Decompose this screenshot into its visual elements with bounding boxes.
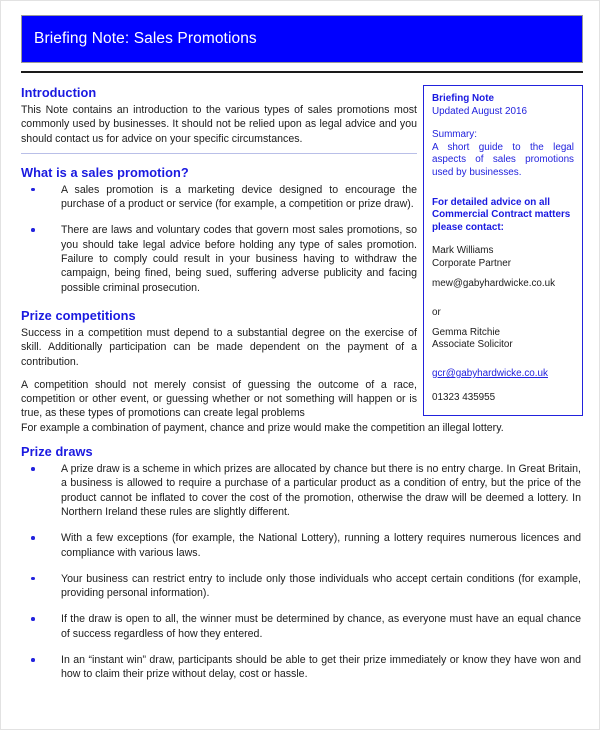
document-header-banner	[21, 15, 583, 63]
list-item: There are laws and voluntary codes that govern most sales promotions, so you should take legal advice before holding any type of sales promotion. Failure to comply could result in your business having to withdraw the campaign, being fined, being sued, suffering adverse publicity and facing possible criminal prosecution.	[21, 223, 417, 294]
what-is-bullet-list	[21, 183, 417, 295]
list-item: A prize draw is a scheme in which prizes are allocated by chance but there is no entry charge. In Great Britain, a business is allowed to require a purchase of a particular product as a condition of entry, but the price of the product cannot be inflated to cover the cost of the promotion, otherwise the draw will be deemed a lottery. In Northern Ireland these rules are slightly different.	[21, 462, 581, 519]
contact-1-email[interactable]: mew@gabyhardwicke.co.uk	[432, 277, 556, 289]
heading-prize-draws: Prize draws	[21, 444, 93, 460]
section-divider	[21, 153, 417, 154]
sidebar-spacer-5	[432, 290, 574, 307]
sidebar-spacer-8	[432, 381, 574, 392]
list-item: Your business can restrict entry to include only those individuals who accept certain conditions (for example, providing personal information).	[21, 572, 581, 601]
sidebar-updated: Updated August 2016	[432, 105, 527, 117]
heading-introduction: Introduction	[21, 85, 97, 100]
list-item: A sales promotion is a marketing device designed to encourage the purchase of a product or service (for example, a competition or prize draw).	[21, 183, 417, 212]
sidebar-summary-label: Summary:	[432, 129, 477, 141]
prize-draws-bullet-list	[21, 462, 581, 682]
sidebar-spacer-1	[432, 118, 574, 129]
prize-competitions-paragraph-2: A competition should not merely consist of guessing the outcome of a race, competition or other event, or guessing whether or not something will happen or is true, as these types of promotions can create legal problems	[21, 378, 417, 420]
heading-prize-competitions: Prize competitions	[21, 307, 136, 323]
sidebar-spacer-3	[432, 234, 574, 245]
contact-2-email-link[interactable]: gcr@gabyhardwicke.co.uk	[432, 367, 548, 379]
sidebar-spacer-4	[432, 271, 574, 278]
content-columns	[21, 85, 583, 682]
sidebar-spacer-6	[432, 320, 574, 327]
sidebar-spacer-7	[432, 352, 574, 363]
list-item: If the draw is open to all, the winner must be determined by chance, as everyone must have an equal chance of success regardless of how they entered.	[21, 612, 581, 641]
left-column	[21, 85, 417, 421]
contact-separator: or	[432, 307, 441, 319]
contact-1-role: Corporate Partner	[432, 257, 512, 269]
introduction-paragraph: This Note contains an introduction to the various types of sales promotions most commonly used by businesses. It should not be relied upon as legal advice and you should contact us for advice on your specific circumstances.	[21, 104, 417, 145]
page-content	[21, 15, 583, 682]
list-item: With a few exceptions (for example, the National Lottery), running a lottery requires numerous licences and compliance with various laws.	[21, 531, 581, 560]
sidebar-summary-text: A short guide to the legal aspects of sales promotions used by businesses.	[432, 141, 574, 178]
document-title: Briefing Note: Sales Promotions	[34, 30, 257, 47]
contact-2-role: Associate Solicitor	[432, 339, 513, 351]
header-rule	[21, 71, 583, 73]
briefing-note-sidebar	[423, 85, 583, 416]
contact-1-name: Mark Williams	[432, 245, 494, 257]
list-item: In an “instant win” draw, participants should be able to get their prize immediately or know they have won and how to claim their prize without delay, cost or hassle.	[21, 653, 581, 682]
sidebar-title: Briefing Note	[432, 93, 494, 104]
prize-competitions-paragraph-3: For example a combination of payment, chance and prize would make the competition an illegal lottery.	[21, 421, 504, 434]
heading-what-is-a-sales-promotion: What is a sales promotion?	[21, 164, 189, 180]
sidebar-spacer-2	[432, 180, 574, 197]
contact-2-phone: 01323 435955	[432, 391, 496, 403]
sidebar-contact-heading: For detailed advice on all Commercial Contract matters please contact:	[432, 196, 571, 233]
full-width-column	[21, 421, 581, 682]
contact-2-name: Gemma Ritchie	[432, 326, 501, 338]
prize-competitions-paragraph-1: Success in a competition must depend to a substantial degree on the exercise of skill. Additionally participation can be made dependent on the payment of a contribution.	[21, 326, 417, 368]
